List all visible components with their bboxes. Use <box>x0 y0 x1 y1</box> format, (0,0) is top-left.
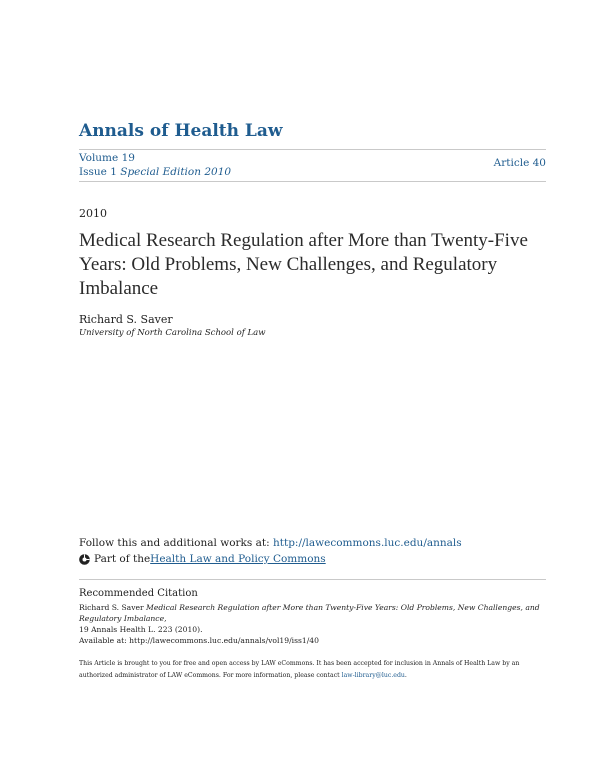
citation-line-1 <box>79 602 549 624</box>
issue-label: Issue 1 <box>79 166 117 178</box>
header-bottom-rule <box>79 181 546 182</box>
health-law-commons-link[interactable]: Health Law and Policy Commons <box>150 553 326 565</box>
partof-text: Part of the <box>94 553 151 565</box>
journal-title-link[interactable]: Annals of Health Law <box>79 121 283 141</box>
article-title: Medical Research Regulation after More than Twenty-Five Years: Old Problems, New Challenges, and Regulatory Imbalance <box>79 230 528 299</box>
footer-text: This Article is brought to you for free and open access by LAW eCommons. It has been accepted for inclusion in Annals of Health Law by an authorized administrator of LAW eCommons. For more information, please contact <box>79 660 520 679</box>
citation-comma: , <box>164 614 167 623</box>
issue-line[interactable] <box>79 166 231 178</box>
header-top-rule <box>79 149 546 150</box>
citation-line-2: 19 Annals Health L. 223 (2010). <box>79 625 203 634</box>
citation-available <box>79 635 549 646</box>
article-number-link[interactable]: Article 40 <box>493 157 546 169</box>
access-footer <box>79 658 549 682</box>
follow-text: Follow this and additional works at: <box>79 537 273 549</box>
publication-year: 2010 <box>79 207 107 220</box>
network-commons-icon <box>79 554 90 565</box>
contact-email-link[interactable]: law-library@luc.edu <box>341 672 405 679</box>
volume-link[interactable]: Volume 19 <box>79 152 135 164</box>
author-name[interactable]: Richard S. Saver <box>79 313 173 326</box>
edition-label: Special Edition 2010 <box>120 166 232 178</box>
citation-title: Medical Research Regulation after More than Twenty-Five Years: Old Problems, New Challenges, and Regulatory Imbalance <box>79 603 540 623</box>
citation-block <box>79 602 549 646</box>
follow-url-link[interactable]: http://lawecommons.luc.edu/annals <box>273 537 462 549</box>
footer-end: . <box>404 672 407 679</box>
author-affiliation: University of North Carolina School of Law <box>79 328 266 338</box>
available-url[interactable]: http://lawecommons.luc.edu/annals/vol19/iss1/40 <box>129 636 319 645</box>
citation-author: Richard S. Saver <box>79 603 147 612</box>
follow-line <box>79 537 462 549</box>
recommended-citation-heading: Recommended Citation <box>79 588 198 599</box>
part-of-line <box>79 553 326 565</box>
citation-rule <box>79 579 546 580</box>
available-label: Available at: <box>79 636 130 645</box>
